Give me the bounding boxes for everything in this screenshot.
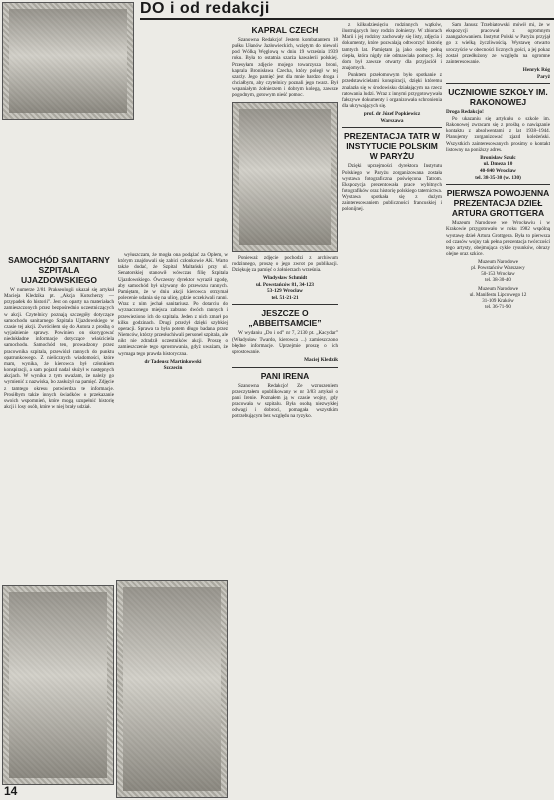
article-text: Sam Janusz Trzebiatowski mówił mi, że w ekspozycji pracował z ogromnym zaangażowaniem. Instytut Polski w Paryżu przyjął go z wielką życzliwością. Wystawę otwarto uroczyście w obecności licznych gości, a jej pokaz został przedłużony ze względu na ogromne zainteresowanie.: [446, 22, 550, 65]
article-byline: Bronisław Szulc ul. Dmeza 10 40-840 Wrocław tel. 38-35-30 (w. 130): [475, 154, 521, 181]
page-number: 14: [4, 784, 18, 798]
article-headline: UCZNIOWIE SZKOŁY IM. RAKONOWEJ: [448, 87, 548, 108]
article-headline: KAPRAL CZECH: [251, 25, 319, 35]
article-headline: PREZENTACJA TATR W INSTYTUCIE POLSKIM W PARYŻU: [343, 131, 440, 162]
article-headline: JESZCZE O „ABBEITSAMCIE”: [248, 308, 322, 329]
column-1: [4, 252, 114, 582]
article-salutation: Droga Redakcjo!: [446, 109, 484, 116]
museum-address: Muzeum Narodowe ul. Manifestu Lipcowego 12 31-109 Kraków tel. 36-71-90: [469, 287, 527, 311]
column-5: [446, 22, 550, 798]
article-headline: SAMOCHÓD SANITARNY SZPITALA UJAZDOWSKIEGO: [8, 255, 110, 285]
soldier-portrait: [232, 102, 338, 252]
column-2: [118, 252, 228, 552]
article-headline: PANI IRENA: [260, 370, 310, 381]
museum-address: Muzeum Narodowe pl. Powstańców Warszawy 50-153 Wrocław tel. 38-30-40: [471, 260, 525, 284]
article-text: Szanowna Redakcjo! Jestem kombatantem 18 pułku Ułanów Jazłowieckich, wziętym do niewoli pod Wólką Węglową w dniu 19 września 1939 roku. Była to ostatnia szarża kawalerii polskiej. Przesyłam zdjęcie mojego towarzysza broni, kaprala Bronisława Czecha, który poległ w tej szarży. Jego pamięć jest dla mnie bardzo droga i chciałbym, aby czytelnicy poznali jego twarz. Był wspaniałym żołnierzem i dobrym kolegą, zawsze pogodnym, gotowym nieść pomoc.: [232, 37, 338, 99]
article-text: Po ukazaniu się artykułu o szkole im. Rakonowej zwracam się z prośbą o nawiązanie kontaktu z absolwentami z lat 1938–1944. Planujemy zorganizować zjazd koleżeński. Wszystkich zainteresowanych prosimy o kontakt listowny na poniższy adres.: [446, 115, 550, 153]
column-3: [232, 22, 338, 798]
article-text: Dzięki uprzejmości dyrektora Instytutu Polskiego w Paryżu zorganizowana została wystawa fotograficzna poświęcona Tatrom. Ekspozycja prezentowała prace wybitnych fotografików oraz historię polskiego taternictwa. Wystawa spotkała się z dużym zainteresowaniem publiczności francuskiej i polonijnej.: [342, 163, 442, 213]
article-byline: Henryk Róg Paryż: [522, 67, 550, 80]
header-rule: [140, 18, 554, 20]
header-illustration: [2, 2, 134, 120]
article-byline: dr Tadeusz Martinkowski Szczecin: [144, 358, 202, 372]
ambulance-photo: [2, 585, 114, 785]
article-text: W wydaniu „Do i od” nr 7, 2130 pt. „Kacydar” (Władysław Twardo, kierowca ...) zamieszczono błędne informacje. Uprzejmie proszę o ich sprostowanie.: [232, 330, 338, 355]
building-photo: [116, 580, 228, 798]
article-byline: Maciej Kledzik: [304, 357, 338, 364]
column-4: [342, 22, 442, 798]
article-byline: Władysław Schmidt ul. Powstańców 81, 34-123 53-129 Wrocław tel. 51-21-21: [255, 275, 315, 301]
section-title: DO i od redakcji: [140, 0, 270, 17]
article-byline: prof. dr Józef Popkiewicz Warszawa: [363, 111, 421, 124]
article-text: Punktem przełomowym było spotkanie z przedstawicielami konspiracji, dzięki któremu znalazła się w środowisku działającym na rzecz ratowania ludzi. Wraz z innymi przygotowywała fałszywe dokumenty i organizowała schronienia dla ukrywających się.: [342, 72, 442, 110]
article-text: Szanowna Redakcjo! Ze wzruszeniem przeczytałem opublikowany w nr 3/83 artykuł o pani Irenie. Poznałem ją w czasie wojny, gdy pracowała w szpitalu. Była osobą niezwykłej odwagi i dobroci, pomagała wszystkim potrzebującym bez względu na ryzyko.: [232, 382, 338, 420]
article-text: W numerze 2/81 Prakseologii ukazał się artykuł Macieja Kledzika pt. „Akcja Kutscherzy — przypadek do historii”. Jest on oparty na materiałach zamieszczonych przez bezpośrednio uczestniczących w akcji. Czytelnicy poznają szczegóły dotyczące samochodu sanitarnego Szpitala Ujazdowskiego w czasie tej akcji. Zwróciłem się do Autora z prośbą o wyjaśnienie sprawy. Powinien on skorygować niedokładne informacje dotyczące właściciela samochodu. Samochód ten, prowadzony przez pracownika szpitala, przewiózł rannych do punktu opatrunkowego. Z nielicznych wiadomości, które mam, wynika, że kierowca był członkiem konspiracji, a sam pojazd nadal służył w następnych akcjach. W wyniku z tym uważam, że należy go wymienić z nazwiska, bo zasłużył na pamięć. Zdjęcie z tamtego okresu potwierdza te informacje. Prosiłbym także innych świadków o przekazanie swoich wspomnień, które mogą uzupełnić historię akcji i losy osób, które w niej brały udział.: [4, 287, 114, 410]
article-text: Muzeum Narodowe we Wrocławiu i w Krakowie przygotowało w roku 1982 wspólną wystawę dzieł Artura Grottgera. Była to pierwsza od czasów wojny tak pełna prezentacja twórczości tego artysty, obejmująca cykle rysunków, obrazy olejne oraz szkice.: [446, 220, 550, 257]
article-text: z kilkudziesięciu rodzinnych wątków, ilustrujących losy rodzin żołnierzy. W zbiorach Marii i jej rodziny zachowały się listy, zdjęcia i dokumenty, które pozwalają odtworzyć historię tamtych lat. Pamiętam ją jako osobę pełną ciepła, która nigdy nie odmawiała pomocy. Jej dom był zawsze otwarty dla przyjaciół i znajomych.: [342, 22, 442, 72]
photo-caption: Ponieważ zdjęcie pochodzi z archiwum rodzinnego, proszę o jego zwrot po publikacji. Dziękuję za pamięć o żołnierzach września.: [232, 254, 338, 273]
article-headline: PIERWSZA POWOJENNA PREZENTACJA DZIEŁ ARTURA GROTTGERA: [446, 188, 550, 219]
article-text: wyłuszczam, że mogła ona podążać za Oplem, w którym znajdowali się zabici członkowie AK. Warto także dodać, że Szpital Maltański przy ul. Senatorskiej stanowił wówczas filię Szpitala Ujazdowskiego. Ówczesny dyrektor wyraził zgodę, aby samochód był używany do przewozu rannych. Pamiętam, że w dniu akcji kierowca otrzymał polecenie udania się na ulicę, gdzie oczekiwali ranni. Wraz z nim jechał sanitariusz. Po dotarciu do wyznaczonego miejsca zabrano dwóch rannych i przewieziono ich do szpitala. Jeden z nich zmarł po kilku godzinach. Drugi przeżył dzięki szybkiej operacji. Sprawa ta była potem długo badana przez Niemców, którzy przesłuchiwali personel szpitala, ale nikt nie zdradził uczestników akcji. Proszę o zamieszczenie tego sprostowania, gdyż uważam, że wymaga tego prawda historyczna.: [118, 252, 228, 357]
